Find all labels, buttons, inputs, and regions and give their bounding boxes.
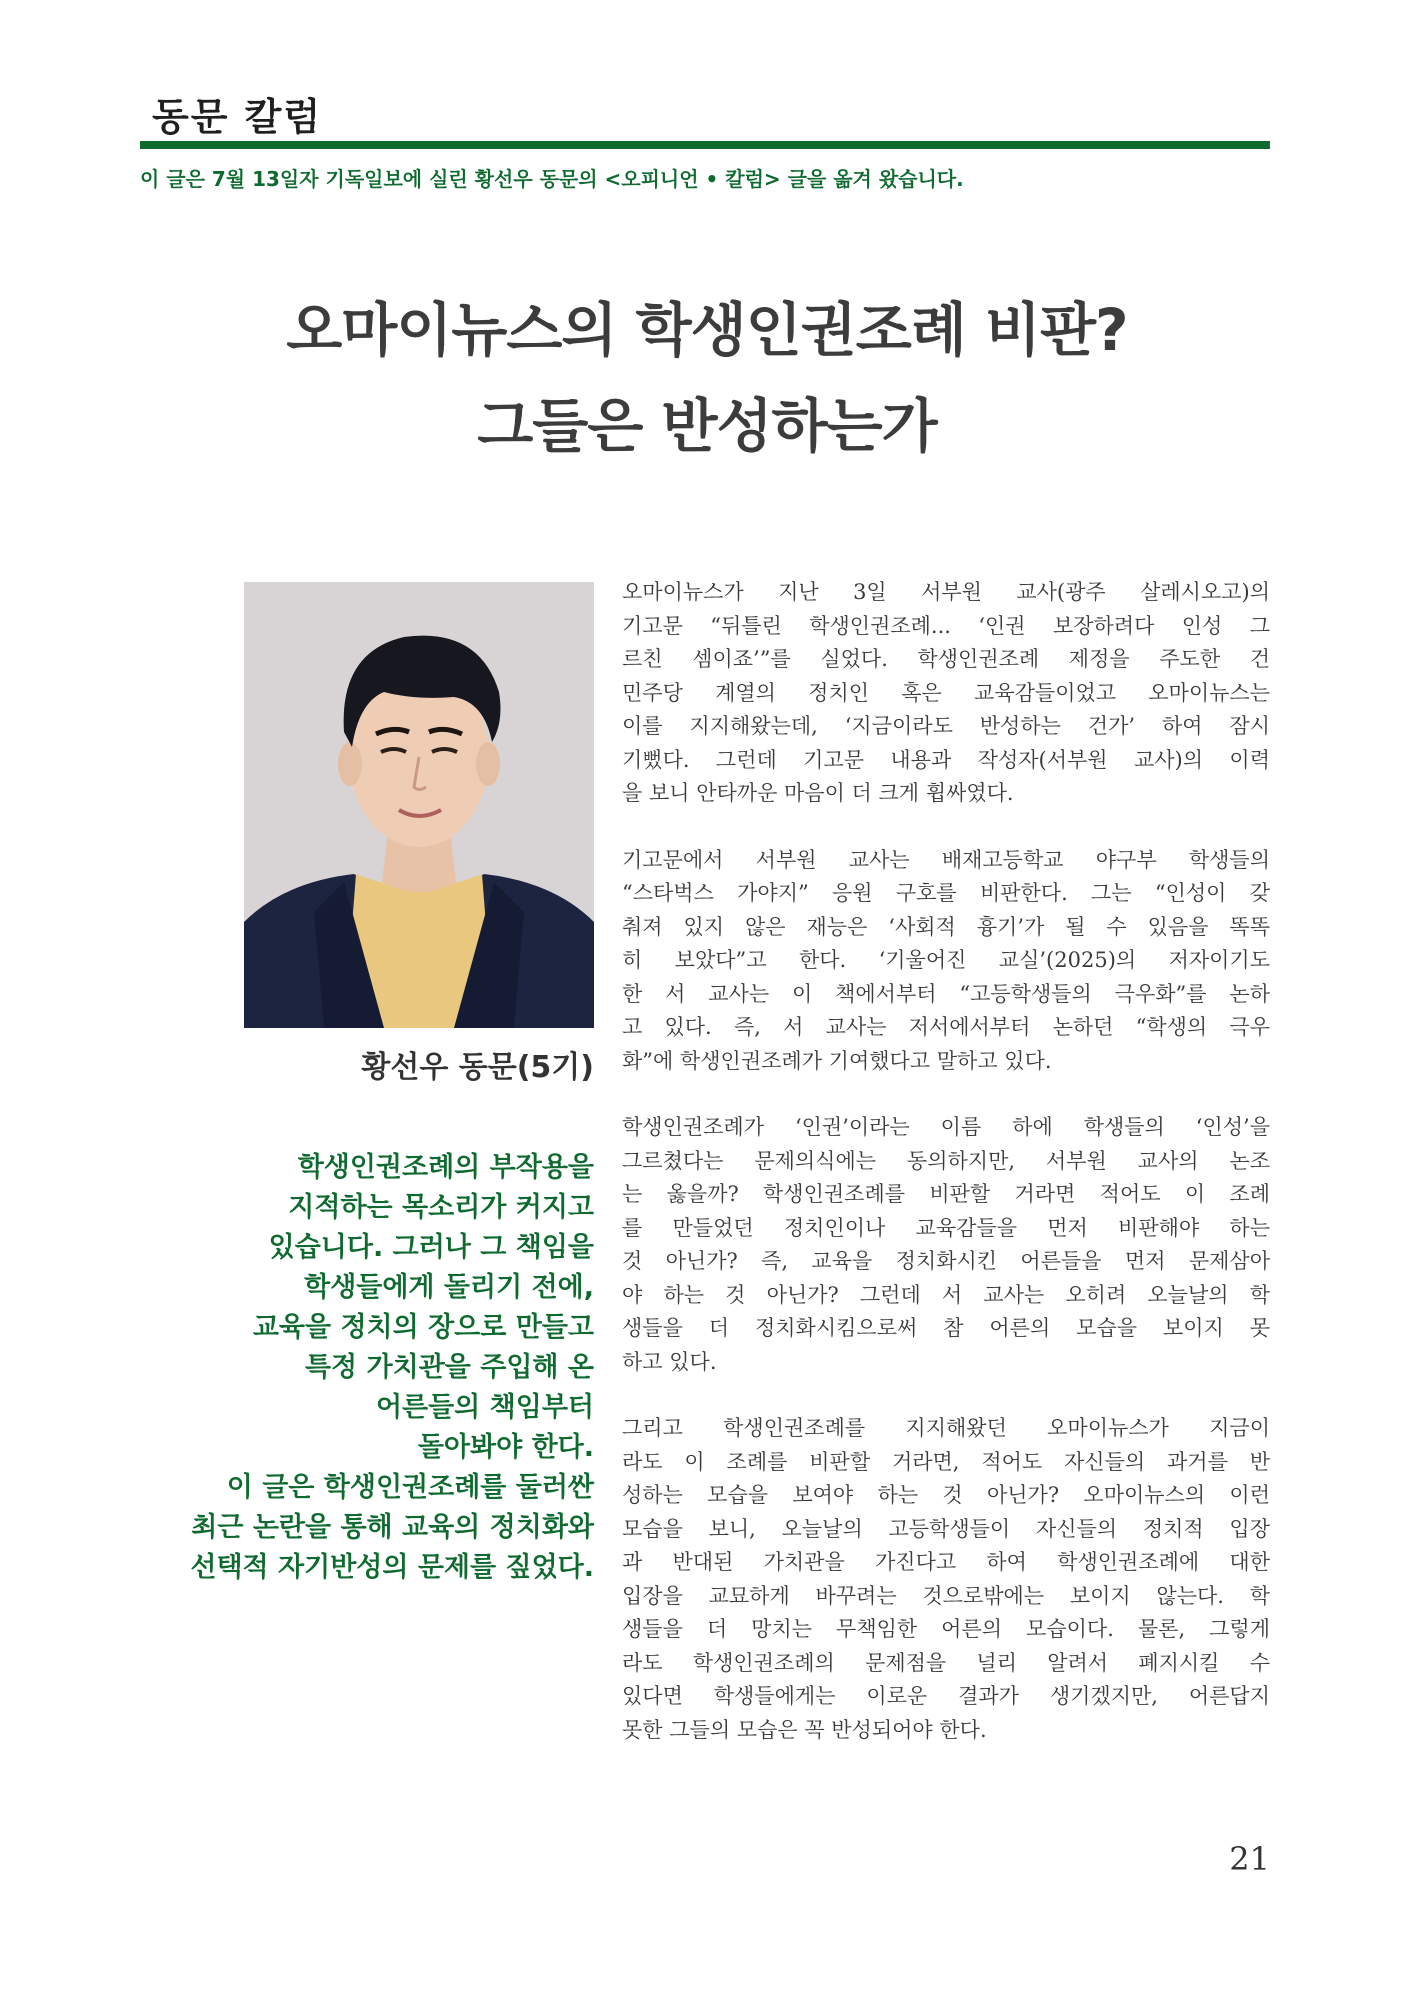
pull-quote-line: 선택적 자기반성의 문제를 짚었다. bbox=[190, 1552, 594, 1583]
title-line-2: 그들은 반성하는가 bbox=[477, 392, 937, 460]
pull-quote-line: 특정 가치관을 주입해 온 bbox=[304, 1352, 594, 1383]
pull-quote-line: 돌아봐야 한다. bbox=[417, 1432, 594, 1463]
body-line: 있다면 학생들에게는 이로운 결과가 생기겠지만, 어른답지 bbox=[622, 1684, 1270, 1708]
body-line: 입장을 교묘하게 바꾸려는 것으로밖에는 보이지 않는다. 학 bbox=[622, 1583, 1270, 1608]
pull-quote-line: 어른들의 책임부터 bbox=[375, 1392, 594, 1423]
body-line: 이를 지지해왔는데, ‘지금이라도 반성하는 건가’ 하여 잠시 bbox=[622, 714, 1270, 738]
author-caption: 황선우 동문(5기) bbox=[361, 1050, 594, 1085]
body-line: 는 옳을까? 학생인권조례를 비판할 거라면 적어도 이 조례 bbox=[622, 1182, 1270, 1206]
body-line: 모습을 보니, 오늘날의 고등학생들이 자신들의 정치적 입장 bbox=[622, 1516, 1270, 1541]
body-line: 과 반대된 가치관을 가진다고 하여 학생인권조례에 대한 bbox=[622, 1550, 1270, 1574]
paragraph-4 bbox=[622, 1412, 1270, 1747]
article-body bbox=[622, 576, 1270, 1780]
body-line: “스타벅스 가야지” 응원 구호를 비판한다. 그는 “인성이 갖 bbox=[622, 881, 1270, 905]
body-line: 그리고 학생인권조례를 지지해왔던 오마이뉴스가 지금이 bbox=[622, 1416, 1270, 1440]
body-line: 을 보니 안타까운 마음이 더 크게 휩싸였다. bbox=[622, 781, 1014, 805]
article-title bbox=[0, 282, 1414, 474]
body-line: 기뻤다. 그런데 기고문 내용과 작성자(서부원 교사)의 이력 bbox=[622, 747, 1270, 772]
body-line: 야 하는 것 아닌가? 그런데 서 교사는 오히려 오늘날의 학 bbox=[622, 1282, 1270, 1307]
header-divider bbox=[140, 141, 1270, 149]
paragraph-2 bbox=[622, 844, 1270, 1079]
body-line: 라도 학생인권조례의 문제점을 널리 알려서 폐지시킬 수 bbox=[622, 1650, 1270, 1675]
source-note: 이 글은 7월 13일자 기독일보에 실린 황선우 동문의 <오피니언 • 칼럼> 글을 옮겨 왔습니다. bbox=[140, 167, 964, 191]
body-line: 생들을 더 망치는 무책임한 어른의 모습이다. 물론, 그렇게 bbox=[622, 1617, 1270, 1641]
pull-quote bbox=[158, 1148, 594, 1588]
author-photo bbox=[244, 582, 594, 1028]
body-line: 그르쳤다는 문제의식에는 동의하지만, 서부원 교사의 논조 bbox=[622, 1148, 1270, 1173]
body-line: 오마이뉴스가 지난 3일 서부원 교사(광주 살레시오고)의 bbox=[622, 580, 1270, 604]
paragraph-1 bbox=[622, 576, 1270, 811]
body-line: 르친 셈이죠’”를 실었다. 학생인권조례 제정을 주도한 건 bbox=[622, 647, 1270, 671]
body-line: 성하는 모습을 보여야 하는 것 아닌가? 오마이뉴스의 이런 bbox=[622, 1483, 1270, 1507]
body-line: 히 보았다”고 한다. ‘기울어진 교실’(2025)의 저자이기도 bbox=[622, 948, 1270, 972]
pull-quote-line: 지적하는 목소리가 커지고 bbox=[288, 1192, 594, 1223]
pull-quote-line: 교육을 정치의 장으로 만들고 bbox=[252, 1312, 594, 1343]
section-label: 동문 칼럼 bbox=[152, 95, 323, 139]
body-line: 생들을 더 정치화시킴으로써 참 어른의 모습을 보이지 못 bbox=[622, 1316, 1270, 1340]
title-line-1: 오마이뉴스의 학생인권조례 비판? bbox=[286, 296, 1128, 364]
body-line: 한 서 교사는 이 책에서부터 “고등학생들의 극우화”를 논하 bbox=[622, 981, 1270, 1006]
pull-quote-line: 이 글은 학생인권조례를 둘러싼 bbox=[226, 1472, 594, 1503]
body-line: 못한 그들의 모습은 꼭 반성되어야 한다. bbox=[622, 1717, 987, 1742]
body-line: 를 만들었던 정치인이나 교육감들을 먼저 비판해야 하는 bbox=[622, 1215, 1270, 1240]
body-line: 학생인권조례가 ‘인권’이라는 이름 하에 학생들의 ‘인성’을 bbox=[622, 1115, 1270, 1139]
body-line: 화”에 학생인권조례가 기여했다고 말하고 있다. bbox=[622, 1048, 1052, 1073]
body-line: 기고문에서 서부원 교사는 배재고등학교 야구부 학생들의 bbox=[622, 847, 1270, 872]
pull-quote-line: 학생들에게 돌리기 전에, bbox=[304, 1272, 594, 1303]
paragraph-3 bbox=[622, 1111, 1270, 1379]
body-line: 고 있다. 즉, 서 교사는 저서에서부터 논하던 “학생의 극우 bbox=[622, 1015, 1270, 1039]
body-line: 기고문 “뒤틀린 학생인권조례... ‘인권 보장하려다 인성 그 bbox=[622, 613, 1270, 638]
body-line: 하고 있다. bbox=[622, 1349, 717, 1374]
body-line: 춰져 있지 않은 재능은 ‘사회적 흉기’가 될 수 있음을 똑똑 bbox=[622, 914, 1270, 939]
pull-quote-line: 있습니다. 그러나 그 책임을 bbox=[268, 1232, 594, 1263]
page-number: 21 bbox=[1229, 1840, 1270, 1878]
body-line: 라도 이 조례를 비판할 거라면, 적어도 자신들의 과거를 반 bbox=[622, 1449, 1270, 1474]
pull-quote-line: 최근 논란을 통해 교육의 정치화와 bbox=[191, 1512, 594, 1543]
body-line: 것 아닌가? 즉, 교육을 정치화시킨 어른들을 먼저 문제삼아 bbox=[622, 1249, 1270, 1273]
pull-quote-line: 학생인권조례의 부작용을 bbox=[297, 1152, 594, 1183]
body-line: 민주당 계열의 정치인 혹은 교육감들이었고 오마이뉴스는 bbox=[622, 680, 1270, 705]
